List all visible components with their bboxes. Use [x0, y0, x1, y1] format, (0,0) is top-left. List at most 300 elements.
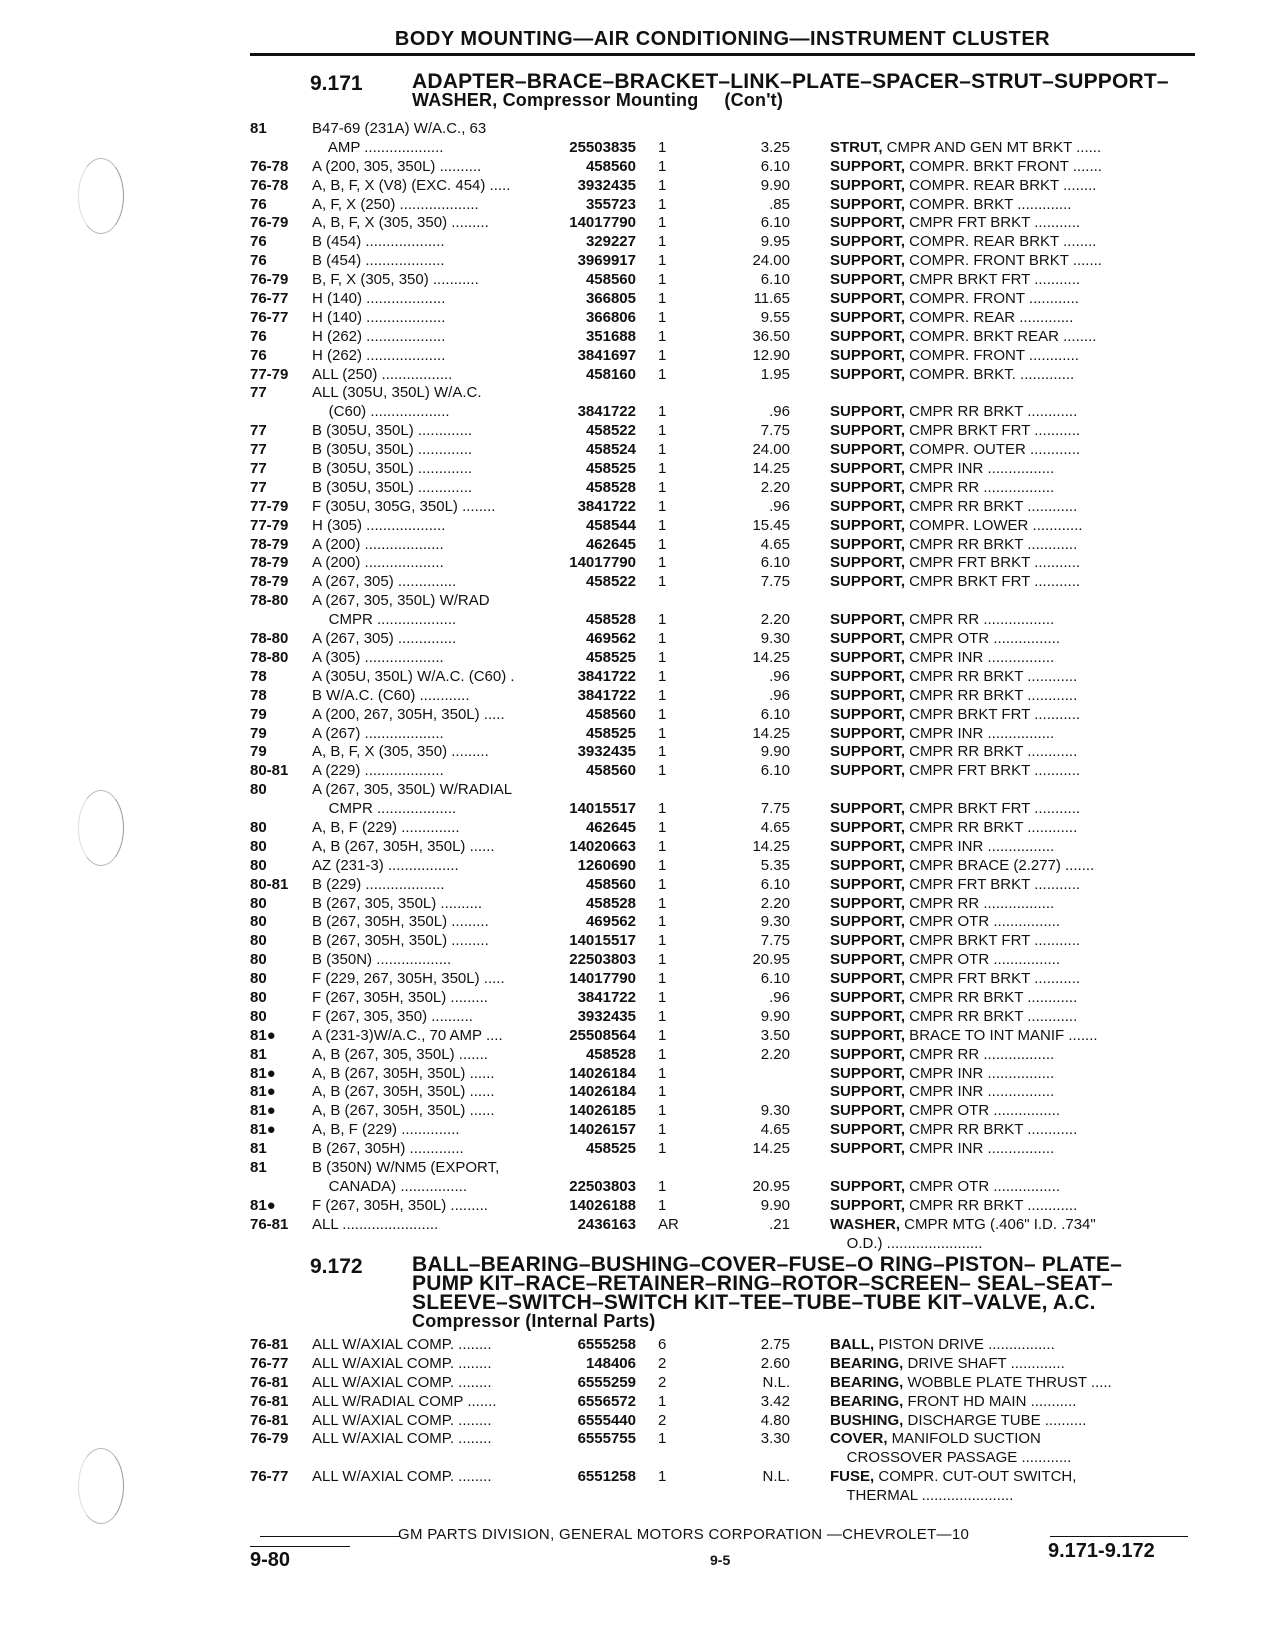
description-keyword: BUSHING, — [830, 1411, 904, 1429]
description-text: COMPR. FRONT ............ — [905, 346, 1079, 364]
quantity: 1 — [658, 1430, 667, 1448]
quantity: 1 — [658, 478, 667, 496]
description-text: COMPR. REAR BRKT ........ — [905, 176, 1097, 194]
table-row — [250, 970, 1198, 989]
application: CMPR ................... — [312, 800, 457, 818]
part-number: 458522 — [585, 573, 636, 591]
table-row — [250, 290, 1198, 309]
year-code: 76-77 — [250, 1354, 289, 1372]
year-code: 77 — [250, 478, 267, 496]
description-keyword: SUPPORT, — [830, 1083, 906, 1101]
description — [830, 1065, 1198, 1084]
table-row — [250, 1046, 1198, 1065]
description — [830, 800, 1198, 819]
price: 3.25 — [760, 138, 790, 156]
table-row — [250, 649, 1198, 668]
part-number: 14020663 — [569, 837, 636, 855]
description-text: CMPR BRKT FRT ........... — [905, 422, 1081, 440]
description — [830, 196, 1198, 215]
description — [830, 328, 1198, 347]
description-text: CMPR RR BRKT ............ — [905, 535, 1078, 553]
part-number: 14026185 — [569, 1102, 636, 1120]
application: CANADA) ................ — [312, 1177, 468, 1195]
quantity: 1 — [658, 932, 667, 950]
year-code: 76 — [250, 195, 267, 213]
description-keyword: SUPPORT, — [830, 1102, 906, 1120]
application: A (267, 305, 350L) W/RAD — [312, 592, 490, 610]
application: H (140) ................... — [312, 290, 446, 308]
description-keyword: BEARING, — [830, 1354, 904, 1372]
application: A (267, 305) .............. — [312, 573, 457, 591]
description-keyword: BALL, — [830, 1336, 875, 1353]
part-number: 14026184 — [569, 1064, 636, 1082]
table-row — [250, 630, 1198, 649]
description-keyword: SUPPORT, — [830, 932, 906, 950]
quantity: 1 — [658, 1026, 667, 1044]
part-number: 351688 — [585, 327, 636, 345]
section-title-line: PUMP KIT–RACE–RETAINER–RING–ROTOR–SCREEN– SEAL–SEAT– — [412, 1272, 1113, 1295]
table-row — [250, 1102, 1198, 1121]
description-text: CMPR OTR ................ — [905, 1177, 1061, 1195]
description-text: CMPR RR BRKT ............ — [905, 667, 1078, 685]
description — [830, 177, 1198, 196]
table-row — [250, 1008, 1198, 1027]
year-code: 78-80 — [250, 648, 289, 666]
year-code: 76-79 — [250, 271, 289, 289]
application: ALL W/AXIAL COMP. ........ — [312, 1468, 492, 1486]
application: A, B (267, 305H, 350L) ...... — [312, 837, 495, 855]
price: 2.20 — [760, 611, 790, 629]
part-number: 329227 — [585, 233, 636, 251]
table-row — [250, 687, 1198, 706]
description — [830, 1140, 1198, 1159]
quantity: 1 — [658, 818, 667, 836]
part-number: 14017790 — [569, 554, 636, 572]
price: 9.90 — [760, 743, 790, 761]
table-row — [250, 177, 1198, 196]
table-row — [250, 1083, 1198, 1102]
description-keyword: SUPPORT, — [830, 648, 906, 666]
description-text: COMPR. FRONT BRKT ....... — [905, 252, 1102, 270]
application: A (229) ................... — [312, 762, 444, 780]
description-text: CMPR AND GEN MT BRKT ...... — [882, 138, 1102, 156]
section-title-line: BALL–BEARING–BUSHING–COVER–FUSE–O RING–PISTON– PLATE– — [412, 1253, 1122, 1276]
description — [830, 951, 1198, 970]
quantity: 1 — [658, 157, 667, 175]
price: 7.75 — [760, 932, 790, 950]
description-text: CMPR INR ................ — [905, 460, 1055, 478]
part-number: 3969917 — [577, 252, 636, 270]
price: 12.90 — [752, 346, 790, 364]
year-code: 81● — [250, 1102, 276, 1120]
section-title-line: Compressor (Internal Parts) — [412, 1311, 656, 1331]
price: 6.10 — [760, 705, 790, 723]
price: 4.65 — [760, 1121, 790, 1139]
description-text: CMPR INR ................ — [905, 1140, 1055, 1158]
year-code: 80 — [250, 837, 267, 855]
description — [830, 706, 1198, 725]
description — [830, 1216, 1198, 1235]
part-number: 458560 — [585, 271, 636, 289]
application: A, B, F (229) .............. — [312, 1121, 460, 1139]
description-text: CMPR FRT BRKT ........... — [905, 762, 1081, 780]
price: 7.75 — [760, 422, 790, 440]
table-row — [250, 309, 1198, 328]
description-keyword: SUPPORT, — [830, 875, 906, 893]
description — [830, 1355, 1198, 1374]
quantity: 1 — [658, 1102, 667, 1120]
description-keyword: SUPPORT, — [830, 1140, 906, 1158]
application: H (140) ................... — [312, 308, 446, 326]
description-keyword: SUPPORT, — [830, 1045, 906, 1063]
quantity: 1 — [658, 138, 667, 156]
table-row — [250, 1216, 1198, 1235]
year-code: 80 — [250, 1007, 267, 1025]
description-text: CMPR RR ................. — [905, 478, 1055, 496]
application: ALL W/AXIAL COMP. ........ — [312, 1430, 492, 1448]
description — [830, 1046, 1198, 1065]
application: ALL ....................... — [312, 1215, 439, 1233]
description-text: CMPR INR ................ — [905, 1083, 1055, 1101]
quantity: 1 — [658, 403, 667, 421]
description — [830, 422, 1198, 441]
quantity: 1 — [658, 951, 667, 969]
description-text: CMPR MTG (.406" I.D. .734" — [900, 1215, 1096, 1233]
description-keyword: SUPPORT, — [830, 535, 906, 553]
part-number: 469562 — [585, 630, 636, 648]
description-keyword: BEARING, — [830, 1392, 904, 1410]
table-row — [250, 366, 1198, 385]
quantity: 1 — [658, 346, 667, 364]
description-text: CMPR OTR ................ — [905, 913, 1061, 931]
description — [830, 649, 1198, 668]
part-number: 14026157 — [569, 1121, 636, 1139]
table-row — [250, 800, 1198, 819]
quantity: 1 — [658, 686, 667, 704]
quantity: 1 — [658, 1121, 667, 1139]
application: H (262) ................... — [312, 327, 446, 345]
footer-publisher: GM PARTS DIVISION, GENERAL MOTORS CORPORATION —CHEVROLET—10 — [398, 1526, 970, 1543]
description — [830, 1121, 1198, 1140]
description-text: COMPR. REAR BRKT ........ — [905, 233, 1097, 251]
table-row — [250, 573, 1198, 592]
table-row — [250, 1468, 1198, 1487]
year-code: 78-80 — [250, 592, 289, 610]
description — [830, 1178, 1198, 1197]
description — [830, 1027, 1198, 1046]
application: ALL W/RADIAL COMP ....... — [312, 1392, 497, 1410]
price: 4.80 — [760, 1411, 790, 1429]
quantity: 1 — [658, 554, 667, 572]
table-row — [250, 989, 1198, 1008]
year-code: 80 — [250, 781, 267, 799]
table-row — [250, 1449, 1198, 1468]
quantity: 1 — [658, 724, 667, 742]
year-code: 76-81 — [250, 1411, 289, 1429]
quantity: 1 — [658, 1083, 667, 1101]
table-row — [250, 819, 1198, 838]
description — [830, 1235, 1198, 1254]
application: B (305U, 350L) ............. — [312, 441, 473, 459]
application: A, F, X (250) ................... — [312, 195, 479, 213]
quantity: 1 — [658, 233, 667, 251]
price: 5.35 — [760, 856, 790, 874]
description — [830, 819, 1198, 838]
table-row — [250, 120, 1198, 139]
price: 3.50 — [760, 1026, 790, 1044]
table-row — [250, 913, 1198, 932]
parts-table-9172 — [250, 1336, 1198, 1506]
footer-date-code: 9-80 — [250, 1546, 350, 1572]
description — [830, 876, 1198, 895]
description-text: CMPR FRT BRKT ........... — [905, 214, 1081, 232]
quantity: 1 — [658, 611, 667, 629]
table-row — [250, 441, 1198, 460]
description-text: CMPR FRT BRKT ........... — [905, 554, 1081, 572]
description-keyword: SUPPORT, — [830, 346, 906, 364]
price: 2.60 — [760, 1354, 790, 1372]
quantity: 1 — [658, 271, 667, 289]
application: A (305) ................... — [312, 648, 444, 666]
part-number: 366806 — [585, 308, 636, 326]
description-text: CROSSOVER PASSAGE ............ — [830, 1449, 1072, 1467]
description — [830, 687, 1198, 706]
description-keyword: SUPPORT, — [830, 460, 906, 478]
table-row — [250, 554, 1198, 573]
price: 1.95 — [760, 365, 790, 383]
quantity: AR — [658, 1215, 679, 1233]
part-number: 458560 — [585, 157, 636, 175]
quantity: 1 — [658, 988, 667, 1006]
description — [830, 139, 1198, 158]
section-title — [412, 1255, 1190, 1331]
part-number: 6556572 — [577, 1392, 636, 1410]
part-number: 458560 — [585, 705, 636, 723]
description-text: CMPR BRKT FRT ........... — [905, 271, 1081, 289]
table-row — [250, 895, 1198, 914]
description-keyword: SUPPORT, — [830, 422, 906, 440]
description — [830, 158, 1198, 177]
application: F (305U, 305G, 350L) ........ — [312, 497, 496, 515]
description — [830, 441, 1198, 460]
quantity: 1 — [658, 327, 667, 345]
price: 24.00 — [752, 252, 790, 270]
part-number: 3932435 — [577, 176, 636, 194]
table-row — [250, 1336, 1198, 1355]
application: B (350N) W/NM5 (EXPORT, — [312, 1158, 500, 1176]
description — [830, 630, 1198, 649]
description — [830, 762, 1198, 781]
part-number: 458525 — [585, 1140, 636, 1158]
part-number: 14015517 — [569, 932, 636, 950]
description-keyword: SUPPORT, — [830, 233, 906, 251]
table-row — [250, 951, 1198, 970]
description-keyword: SUPPORT, — [830, 365, 906, 383]
application: A, B (267, 305, 350L) ....... — [312, 1045, 488, 1063]
table-row — [250, 1355, 1198, 1374]
application: (C60) ................... — [312, 403, 450, 421]
quantity: 1 — [658, 705, 667, 723]
description-keyword: SUPPORT, — [830, 743, 906, 761]
quantity: 2 — [658, 1354, 667, 1372]
application: A, B, F, X (305, 350) ......... — [312, 214, 489, 232]
table-row — [250, 1197, 1198, 1216]
description-keyword: BEARING, — [830, 1373, 904, 1391]
year-code: 79 — [250, 743, 267, 761]
footer-section-range: 9.171-9.172 — [1048, 1540, 1155, 1562]
price: 9.90 — [760, 176, 790, 194]
quantity: 1 — [658, 1140, 667, 1158]
description-text: CMPR RR BRKT ............ — [905, 818, 1078, 836]
quantity: 1 — [658, 762, 667, 780]
part-number: 458525 — [585, 460, 636, 478]
description-text: CMPR RR BRKT ............ — [905, 403, 1078, 421]
application: A, B, F (229) .............. — [312, 818, 460, 836]
price: 9.90 — [760, 1196, 790, 1214]
table-row — [250, 1487, 1198, 1506]
description-keyword: SUPPORT, — [830, 271, 906, 289]
description — [830, 1449, 1198, 1468]
table-row — [250, 1140, 1198, 1159]
year-code: 76 — [250, 327, 267, 345]
description-text: CMPR INR ................ — [905, 724, 1055, 742]
year-code: 81 — [250, 120, 267, 137]
application: A (267) ................... — [312, 724, 444, 742]
year-code: 76-81 — [250, 1336, 289, 1353]
description-keyword: SUPPORT, — [830, 1064, 906, 1082]
part-number: 6555259 — [577, 1373, 636, 1391]
description-text: CMPR BRACE (2.277) ....... — [905, 856, 1095, 874]
table-row — [250, 347, 1198, 366]
description-text: COMPR. LOWER ............ — [905, 516, 1083, 534]
part-number: 6555755 — [577, 1430, 636, 1448]
description-keyword: SUPPORT, — [830, 1121, 906, 1139]
quantity: 1 — [658, 894, 667, 912]
price: .96 — [769, 497, 790, 515]
price: 2.20 — [760, 1045, 790, 1063]
description-text: CMPR RR BRKT ............ — [905, 988, 1078, 1006]
description-keyword: SUPPORT, — [830, 554, 906, 572]
part-number: 25503835 — [569, 138, 636, 156]
description-keyword: SUPPORT, — [830, 176, 906, 194]
part-number: 3841722 — [577, 667, 636, 685]
quantity: 1 — [658, 1007, 667, 1025]
description-keyword: SUPPORT, — [830, 894, 906, 912]
part-number: 458524 — [585, 441, 636, 459]
application: B (267, 305, 350L) .......... — [312, 894, 483, 912]
quantity: 1 — [658, 800, 667, 818]
price: 14.25 — [752, 460, 790, 478]
description-keyword: SUPPORT, — [830, 951, 906, 969]
price: 7.75 — [760, 573, 790, 591]
year-code: 78-79 — [250, 554, 289, 572]
application: F (267, 305H, 350L) ......... — [312, 1196, 488, 1214]
price: 20.95 — [752, 951, 790, 969]
description-text: COMPR. OUTER ............ — [905, 441, 1081, 459]
section-title-line: ADAPTER–BRACE–BRACKET–LINK–PLATE–SPACER–STRUT–SUPPORT– — [412, 70, 1169, 93]
table-row — [250, 271, 1198, 290]
year-code: 78 — [250, 686, 267, 704]
table-row — [250, 196, 1198, 215]
quantity: 1 — [658, 441, 667, 459]
part-number: 458528 — [585, 894, 636, 912]
description-keyword: SUPPORT, — [830, 762, 906, 780]
application: A, B (267, 305H, 350L) ...... — [312, 1064, 495, 1082]
section-title — [412, 72, 1190, 110]
part-number: 458528 — [585, 478, 636, 496]
table-row — [250, 743, 1198, 762]
table-row — [250, 214, 1198, 233]
description-text: CMPR OTR ................ — [905, 630, 1061, 648]
description — [830, 668, 1198, 687]
description — [830, 1336, 1198, 1355]
application: A (200, 267, 305H, 350L) ..... — [312, 705, 505, 723]
price: 9.30 — [760, 630, 790, 648]
price: 9.30 — [760, 913, 790, 931]
price: 4.65 — [760, 535, 790, 553]
description-keyword: SUPPORT, — [830, 195, 906, 213]
quantity: 1 — [658, 365, 667, 383]
price: .96 — [769, 403, 790, 421]
description-keyword: SUPPORT, — [830, 837, 906, 855]
quantity: 1 — [658, 1468, 667, 1486]
description-text: FRONT HD MAIN ........... — [903, 1392, 1077, 1410]
description-text: CMPR INR ................ — [905, 648, 1055, 666]
application: AZ (231-3) ................. — [312, 856, 459, 874]
price: N.L. — [762, 1468, 790, 1486]
year-code: 80 — [250, 970, 267, 988]
section-number: 9.171 — [310, 72, 363, 95]
table-row — [250, 1393, 1198, 1412]
year-code: 77 — [250, 384, 267, 402]
price: 6.10 — [760, 271, 790, 289]
year-code: 80 — [250, 951, 267, 969]
quantity: 1 — [658, 875, 667, 893]
description — [830, 611, 1198, 630]
description — [830, 743, 1198, 762]
table-row — [250, 762, 1198, 781]
part-number: 14026184 — [569, 1083, 636, 1101]
description-text: CMPR OTR ................ — [905, 1102, 1061, 1120]
description — [830, 1412, 1198, 1431]
table-row — [250, 233, 1198, 252]
year-code: 76 — [250, 252, 267, 270]
part-number: 458522 — [585, 422, 636, 440]
application: A, B (267, 305H, 350L) ...... — [312, 1102, 495, 1120]
application: A (267, 305, 350L) W/RADIAL — [312, 781, 513, 799]
quantity: 1 — [658, 535, 667, 553]
part-number: 3841722 — [577, 988, 636, 1006]
description — [830, 252, 1198, 271]
year-code: 76-79 — [250, 214, 289, 232]
section-title-line: SLEEVE–SWITCH–SWITCH KIT–TEE–TUBE–TUBE KIT–VALVE, A.C. — [412, 1291, 1096, 1314]
quantity: 2 — [658, 1411, 667, 1429]
year-code: 77 — [250, 460, 267, 478]
description-keyword: SUPPORT, — [830, 630, 906, 648]
description-text: DRIVE SHAFT ............. — [903, 1354, 1065, 1372]
description-text: CMPR INR ................ — [905, 837, 1055, 855]
year-code: 81● — [250, 1083, 276, 1101]
year-code: 80 — [250, 913, 267, 931]
table-row — [250, 139, 1198, 158]
description-keyword: SUPPORT, — [830, 478, 906, 496]
description-text: COMPR. BRKT ............. — [905, 195, 1072, 213]
quantity: 1 — [658, 214, 667, 232]
year-code: 81 — [250, 1140, 267, 1158]
part-number: 458560 — [585, 875, 636, 893]
table-row — [250, 1027, 1198, 1046]
table-row — [250, 403, 1198, 422]
